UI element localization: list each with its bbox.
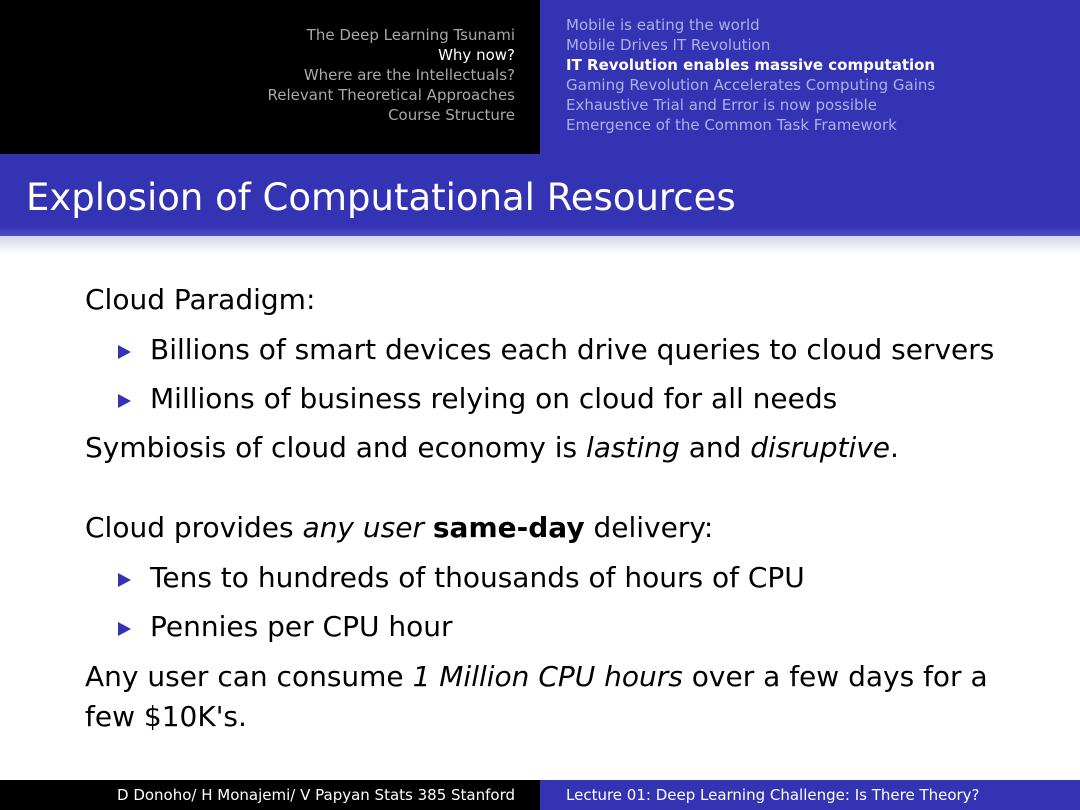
nav-section-deep-learning-tsunami[interactable]: The Deep Learning Tsunami	[306, 26, 515, 44]
footer-lecture-title: Lecture 01: Deep Learning Challenge: Is There Theory?	[566, 786, 980, 804]
nav-subsection-trial-and-error[interactable]: Exhaustive Trial and Error is now possible	[566, 96, 877, 114]
nav-subsection-mobile-drives[interactable]: Mobile Drives IT Revolution	[566, 36, 771, 54]
bullet-text: Pennies per CPU hour	[150, 610, 453, 643]
text-run: .	[890, 431, 899, 464]
triangle-bullet-icon	[118, 345, 131, 359]
emphasis-any-user: any user	[302, 511, 424, 544]
section-list	[15, 25, 515, 125]
emphasis-disruptive: disruptive	[750, 431, 891, 464]
triangle-bullet-icon	[118, 622, 131, 636]
bullet-text: Millions of business relying on cloud for all needs	[150, 382, 838, 415]
nav-subsection-gaming-revolution[interactable]: Gaming Revolution Accelerates Computing Gains	[566, 76, 936, 94]
section-navigation	[0, 0, 540, 154]
subsection-navigation	[540, 0, 1080, 154]
footer-authors: D Donoho/ H Monajemi/ V Papyan Stats 385 Stanford	[117, 786, 515, 804]
text-run	[424, 511, 433, 544]
bold-same-day: same-day	[432, 511, 585, 544]
symbiosis-statement	[85, 428, 899, 468]
footer-lecture-bar	[540, 780, 1080, 810]
emphasis-million-cpu-hours: 1 Million CPU hours	[412, 660, 683, 693]
text-run: over a few days for a few $10K's.	[85, 660, 988, 733]
title-shadow	[0, 236, 1080, 254]
nav-subsection-mobile-eating[interactable]: Mobile is eating the world	[566, 16, 760, 34]
bullet-text: Billions of smart devices each drive queries to cloud servers	[150, 333, 995, 366]
text-run: Cloud provides	[85, 511, 303, 544]
cloud-delivery-heading	[85, 508, 713, 548]
bullet-text: Tens to hundreds of thousands of hours of CPU	[150, 561, 805, 594]
slide-title: Explosion of Computational Resources	[26, 176, 736, 219]
emphasis-lasting: lasting	[586, 431, 680, 464]
nav-subsection-common-task[interactable]: Emergence of the Common Task Framework	[566, 116, 897, 134]
nav-section-why-now[interactable]: Why now?	[438, 46, 515, 64]
triangle-bullet-icon	[118, 394, 131, 408]
text-run: delivery:	[584, 511, 714, 544]
nav-section-intellectuals[interactable]: Where are the Intellectuals?	[303, 66, 515, 84]
text-run: Symbiosis of cloud and economy is	[85, 431, 586, 464]
triangle-bullet-icon	[118, 573, 131, 587]
cloud-paradigm-heading: Cloud Paradigm:	[85, 283, 316, 316]
text-run: Any user can consume	[85, 660, 413, 693]
text-run: and	[679, 431, 751, 464]
footer-authors-bar	[0, 780, 540, 810]
subsection-list	[566, 15, 1076, 135]
nav-section-theoretical-approaches[interactable]: Relevant Theoretical Approaches	[267, 86, 515, 104]
nav-section-course-structure[interactable]: Course Structure	[388, 106, 515, 124]
cpu-hours-statement	[85, 657, 995, 737]
nav-subsection-massive-computation[interactable]: IT Revolution enables massive computation	[566, 56, 936, 74]
